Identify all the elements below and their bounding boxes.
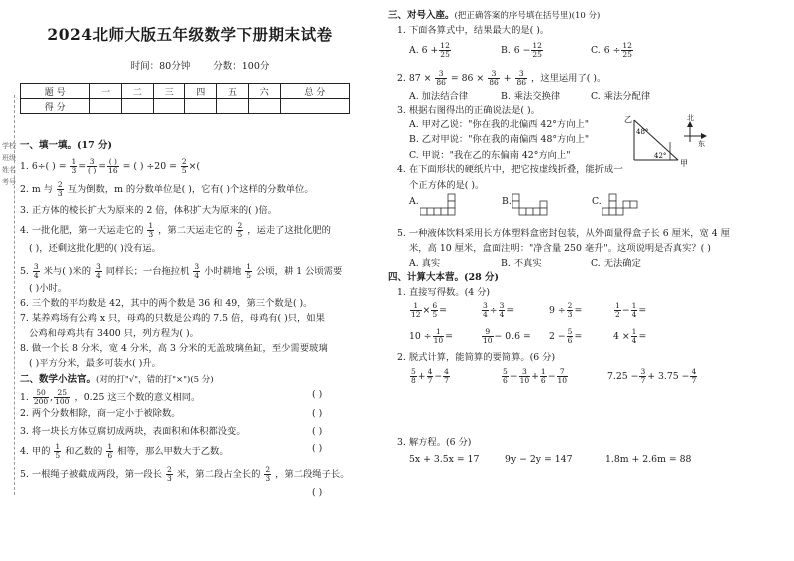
label-jia: 甲 <box>680 159 688 168</box>
fraction: $\frac{2}{3}$ <box>166 465 172 483</box>
angle-42: 42° <box>654 152 667 160</box>
equation[interactable]: 5x + 3.5x = 17 <box>409 454 480 465</box>
fraction: $\frac{3}{4}$ <box>194 262 200 280</box>
score-cell: 得 分 <box>21 99 90 114</box>
p2-q5: 5. 一根绳子被截成两段，第一段长 $\frac{2}{3}$ 米，第二段占全长的 $\frac{2}{3}$ ，第二段绳子长。 <box>20 465 350 483</box>
equation[interactable]: 1.8m + 2.6m = 88 <box>605 454 692 465</box>
part1 <box>20 140 360 152</box>
score-input-cell[interactable] <box>122 99 154 114</box>
option-a[interactable]: A. 加法结合律 <box>409 91 469 102</box>
p3-q3-option-b[interactable]: B. 乙对甲说："你在我的南偏西 48°方向上" <box>409 134 590 145</box>
p2-q1-answer[interactable]: ( ) <box>312 389 323 400</box>
p1-q2-text-b: 互为倒数，m 的分数单位是( )，它有( )个这样的分数单位。 <box>67 184 314 195</box>
fraction: $\frac{3}{( )}$ <box>88 157 97 175</box>
binding-strip: 学校 班级 姓名 考号 <box>2 142 16 186</box>
score-table-score-row <box>21 99 350 114</box>
score-table-header-row <box>21 84 350 99</box>
option-c[interactable]: C. 6 ÷ $\frac{12}{25}$ <box>591 41 632 59</box>
angle-48: 48° <box>636 128 649 136</box>
score-cell: 二 <box>122 84 154 99</box>
p3-q4-option-b[interactable]: B. <box>502 196 512 207</box>
p1-q1: 1. 6÷( ) = $\frac{1}{3}$ = $\frac{3}{( )}$ = $\frac{( )}{16}$ = ( ) ÷20 = $\frac{2}{5}$ ×( <box>20 157 201 175</box>
option-b[interactable]: B. 6 − $\frac{12}{25}$ <box>501 41 542 59</box>
score-input-cell[interactable] <box>153 99 185 114</box>
p2-q2-answer[interactable]: ( ) <box>312 408 323 419</box>
p2-q1: 1. $\frac{50}{200}$ , $\frac{25}{100}$ ，0.25 这三个数的意义相同。 <box>20 388 201 406</box>
score-cell: 四 <box>185 84 217 99</box>
fraction: $\frac{1}{5}$ <box>246 262 252 280</box>
option-b[interactable]: B. 乘法交换律 <box>501 91 561 102</box>
oral-calc[interactable]: 10 ÷ $\frac{1}{10}$ = <box>409 327 453 345</box>
fraction: $\frac{2}{3}$ <box>265 465 271 483</box>
p1-q4: 4. 一批化肥，第一天运走它的 $\frac{1}{3}$ ，第二天运走它的 $\frac{2}{5}$ ，运走了这批化肥的 <box>20 221 331 239</box>
calc-expression[interactable]: $\frac{5}{8}$ + $\frac{4}{7}$ − $\frac{4}{7}$ <box>411 367 449 385</box>
score-table <box>20 83 350 114</box>
fraction: $\frac{50}{200}$ <box>33 388 49 406</box>
p1-q8-cont: ( )平方分米，最多可装水( )升。 <box>29 358 161 369</box>
option-a[interactable]: A. 6 + $\frac{12}{25}$ <box>409 41 450 59</box>
p3-q5: 5. 一种液体饮料采用长方体塑料盒密封包装，从外面量得盒子长 6 厘米，宽 4 厘 <box>397 228 730 239</box>
fraction: $\frac{1}{6}$ <box>107 442 113 460</box>
score-cell: 三 <box>153 84 185 99</box>
score-cell: 五 <box>217 84 249 99</box>
fraction: $\frac{1}{3}$ <box>148 221 154 239</box>
p2-q4: 4. 甲的 $\frac{1}{5}$ 和乙数的 $\frac{1}{6}$ 相等，那么甲数大于乙数。 <box>20 442 229 460</box>
option-b[interactable]: B. 不真实 <box>501 258 542 269</box>
fraction: $\frac{3}{86}$ <box>516 69 527 87</box>
p2-q4-answer[interactable]: ( ) <box>312 443 323 454</box>
p1-q1-text: 1. 6÷( ) = <box>20 161 67 172</box>
score-input-cell[interactable] <box>248 99 280 114</box>
option-c[interactable]: C. 无法确定 <box>591 258 641 269</box>
p1-q8: 8. 做一个长 8 分米，宽 4 分米，高 3 分米的无盖玻璃鱼缸，至少需要玻璃 <box>20 343 328 354</box>
east-arrow-icon <box>701 133 707 139</box>
p4-s1: 1. 直接写得数。(4 分) <box>397 287 491 298</box>
p1-q1-text-b: = ( ) ÷20 = <box>122 161 177 172</box>
score-input-cell[interactable] <box>185 99 217 114</box>
fraction: $\frac{3}{4}$ <box>33 262 39 280</box>
p1-q2-text-a: 2. m 与 <box>20 184 53 195</box>
part2-title: 二、数学小法官。(对的打"√"，错的打"×")(5 分) <box>20 374 214 385</box>
part1-title: 一、填一填。(17 分) <box>20 140 113 151</box>
oral-calc[interactable]: $\frac{9}{10}$ − 0.6 = <box>483 327 531 345</box>
score-input-cell[interactable] <box>280 99 349 114</box>
p3-q2: 2. 87 × $\frac{3}{86}$ = 86 × $\frac{3}{86}$ + $\frac{3}{86}$ ，这里运用了( )。 <box>397 69 607 87</box>
p3-q4-option-a[interactable]: A. <box>409 196 419 207</box>
fraction: $\frac{25}{100}$ <box>55 388 70 406</box>
part4-title: 四、计算大本营。(28 分) <box>388 272 500 283</box>
fraction: $\frac{3}{86}$ <box>436 69 446 87</box>
oral-calc[interactable]: 4 × $\frac{1}{4}$ = <box>613 327 647 345</box>
calc-expression[interactable]: $\frac{5}{6}$ − $\frac{3}{10}$ + $\frac{1}{6}$ − $\frac{7}{10}$ <box>503 367 568 385</box>
fraction: $\frac{3}{86}$ <box>489 69 499 87</box>
label-east: 东 <box>698 140 705 148</box>
net-b-figure <box>512 192 554 222</box>
score-input-cell[interactable] <box>217 99 249 114</box>
p3-q4-cont: 个正方体的是( )。 <box>409 180 485 191</box>
oral-calc[interactable]: $\frac{3}{4}$ ÷ $\frac{3}{4}$ = <box>483 301 515 319</box>
fraction: $\frac{3}{4}$ <box>95 262 101 280</box>
score-cell: 题 号 <box>21 84 90 99</box>
oral-calc[interactable]: 2 − $\frac{5}{6}$ = <box>549 327 583 345</box>
oral-calc[interactable]: $\frac{1}{2}$ − $\frac{1}{4}$ = <box>615 301 647 319</box>
direction-diagram <box>622 112 712 168</box>
p3-q4: 4. 在下面形状的硬纸片中，把它按虚线折叠，能折成一 <box>397 164 623 175</box>
p1-q5-cont: ( )小时。 <box>29 283 68 294</box>
score-cell: 一 <box>90 84 122 99</box>
fraction: $\frac{1}{3}$ <box>71 157 77 175</box>
fraction: $\frac{2}{3}$ <box>57 180 63 198</box>
score-cell: 总 分 <box>280 84 349 99</box>
p1-q3: 3. 正方体的棱长扩大为原来的 2 倍，体积扩大为原来的( )倍。 <box>20 205 277 216</box>
score-input-cell[interactable] <box>90 99 122 114</box>
p3-q5-cont: 米，高 10 厘米，盒面注明："净含量 250 毫升"。这项说明是否真实？( ) <box>409 243 711 254</box>
exam-meta <box>60 58 340 72</box>
p2-q3-answer[interactable]: ( ) <box>312 426 323 437</box>
p1-q6: 6. 三个数的平均数是 42，其中的两个数是 36 和 49，第三个数是( )。 <box>20 298 313 309</box>
page-title: 2024北师大版五年级数学下册期末试卷 <box>47 25 333 44</box>
p2-q5-answer[interactable]: ( ) <box>312 487 323 498</box>
p2-q3: 3. 将一块长方体豆腐切成两块，表面积和体积都没变。 <box>20 426 246 437</box>
calc-expression[interactable]: 7.25 − $\frac{3}{7}$ + 3.75 − $\frac{4}{7}$ <box>607 367 697 385</box>
exam-time: 时间：80分钟 <box>130 61 191 72</box>
p1-q7: 7. 某养鸡场有公鸡 x 只，母鸡的只数是公鸡的 7.5 倍，母鸡有( )只，如果 <box>20 313 325 324</box>
option-a[interactable]: A. 真实 <box>409 258 441 269</box>
exam-score: 分数：100分 <box>213 61 270 72</box>
oral-calc[interactable]: 9 ÷ $\frac{2}{3}$ = <box>549 301 583 319</box>
p4-s2: 2. 脱式计算，能简算的要简算。(6 分) <box>397 352 556 363</box>
p3-q4-option-c[interactable]: C. <box>592 196 602 207</box>
oral-calc[interactable]: $\frac{1}{12}$ × $\frac{6}{5}$ = <box>411 301 447 319</box>
fraction: $\frac{1}{5}$ <box>55 442 61 460</box>
p1-q7-cont: 公鸡和母鸡共有 3400 只，列方程为( )。 <box>29 328 199 339</box>
p3-q3: 3. 根据右图得出的正确说法是( )。 <box>397 105 540 116</box>
net-a-figure <box>420 192 462 222</box>
label-yi: 乙 <box>624 115 632 124</box>
net-c-figure <box>602 192 644 222</box>
part3-title: 三、对号入座。(把正确答案的序号填在括号里)(10 分) <box>388 10 601 21</box>
fraction: $\frac{2}{5}$ <box>181 157 187 175</box>
p2-q2: 2. 两个分数相除，商一定小于被除数。 <box>20 408 181 419</box>
fraction: $\frac{( )}{16}$ <box>108 157 118 175</box>
p1-q2 <box>20 181 314 198</box>
fraction: $\frac{2}{5}$ <box>237 221 243 239</box>
p3-q1: 1. 下面各算式中，结果最大的是( )。 <box>397 25 550 36</box>
p1-q4-cont: ( )，还剩这批化肥的( )没有运。 <box>29 243 161 254</box>
label-north: 北 <box>687 114 694 122</box>
p4-s3: 3. 解方程。(6 分) <box>397 437 472 448</box>
p3-q3-option-c[interactable]: C. 甲说："我在乙的东偏南 42°方向上" <box>409 150 571 161</box>
option-c[interactable]: C. 乘法分配律 <box>591 91 651 102</box>
score-cell: 六 <box>248 84 280 99</box>
equation[interactable]: 9y − 2y = 147 <box>505 454 573 465</box>
p1-q5: 5. $\frac{3}{4}$ 米与( )米的 $\frac{3}{4}$ 同样长；一台拖拉机 $\frac{3}{4}$ 小时耕地 $\frac{1}{5}$ 公顷，耕 1 公顷需要 <box>20 262 343 280</box>
p3-q3-option-a[interactable]: A. 甲对乙说："你在我的北偏西 42°方向上" <box>409 119 590 130</box>
